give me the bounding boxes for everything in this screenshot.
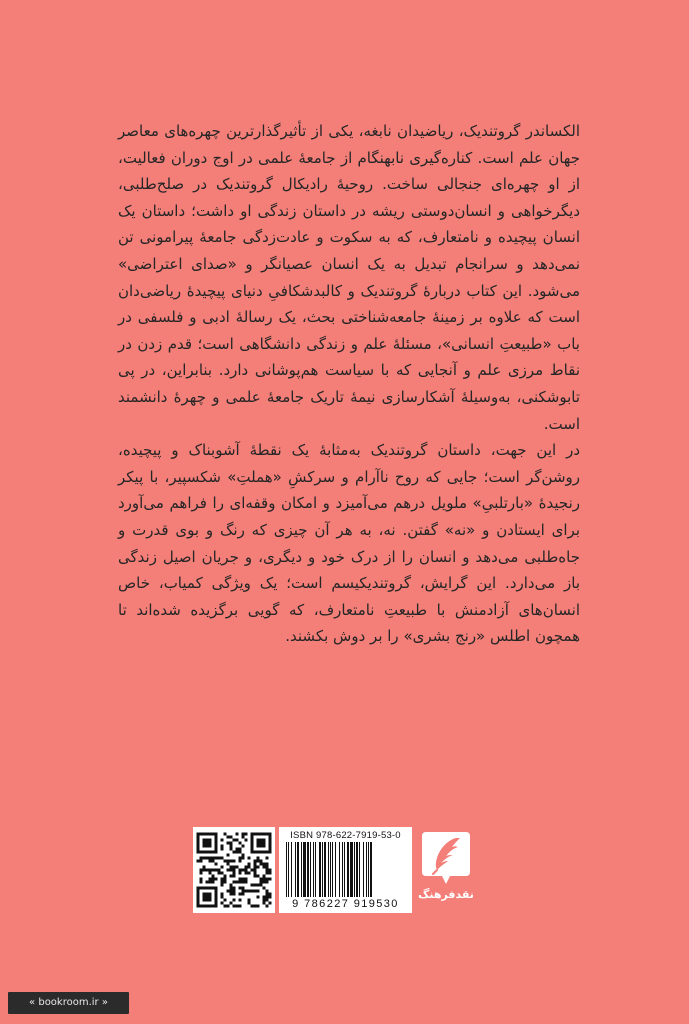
blurb-paragraph-1: الکساندر گروتندیک، ریاضیدان نابغه، یکی از تأثیرگذارترین چهره‌های معاصر جهان علم است. کناره‌گیری نابهنگام از جامعهٔ علمی در اوج دوران فعالیت، از او چهره‌ای جنجالی ساخت. روحیهٔ رادیکال گروتندیک در صلح‌طلبی، دیگرخواهی و انسان‌دوستی ریشه در داستان زندگی او داشت؛ داستان یک انسان پیچیده و نامتعارف، که به سکوت و عادت‌زدگی جامعهٔ پیرامونی تن نمی‌دهد و سرانجام تبدیل به یک انسان عصیانگر و «صدای اعتراضی» می‌شود. این کتاب دربارهٔ گروتندیک و کالبدشکافیِ دنیای پیچیدهٔ ریاضی‌دان است که علاوه بر زمینهٔ جامعه‌شناختی بحث، یک رسالهٔ ادبی و فلسفی در باب «طبیعتِ انسانی»، مسئلهٔ علم و زندگی دانشگاهی است؛ قدم زدن در نقاط مرزی علم و آنجایی که با سیاست هم‌پوشانی دارد. بنابراین، در پی تابوشکنی، به‌وسیلهٔ آشکارسازی نیمهٔ تاریک جامعهٔ علمی و چهرهٔ دانشمند است. xyxy=(118,122,580,433)
feather-logo-icon xyxy=(420,828,472,886)
barcode-block xyxy=(193,827,412,913)
ean-digits: 9 786227 919530 xyxy=(292,898,399,910)
publisher-name: نقدفرهنگ xyxy=(418,888,474,901)
barcode-bars xyxy=(285,842,406,897)
isbn-barcode xyxy=(279,827,412,913)
isbn-label: ISBN 978-622-7919-53-0 xyxy=(290,830,401,841)
blurb-paragraph-2: در این جهت، داستان گروتندیک به‌مثابهٔ یک نقطهٔ آشوبناک و پیچیده، روشن‌گر است؛ جایی که روح ناآرام و سرکشِ «هملتِ» شکسپیر، با پیکر رنجیدهٔ «بارتلبیِ» ملویل درهم می‌آمیزد و امکان وقفه‌ای را فراهم می‌آورد برای ایستادن و «نه» گفتن. نه، به هر آن چیزی که رنگ و بوی قدرت و جاه‌طلبی می‌دهد و انسان را از درک خود و دیگری، و جریان اصیل زندگی باز می‌دارد. این گرایش، گروتندیکیسم است؛ یک ویژگی کمیاب، خاص انسان‌های آزادمنش با طبیعتِ نامتعارف، که گویی برگزیده شده‌اند تا همچون اطلس «رنج بشری» را بر دوش بکشند. xyxy=(118,441,580,646)
publisher-logo xyxy=(418,826,474,914)
back-cover-blurb xyxy=(118,118,580,650)
qr-code-icon xyxy=(193,827,275,913)
site-watermark: « bookroom.ir » xyxy=(8,992,129,1014)
